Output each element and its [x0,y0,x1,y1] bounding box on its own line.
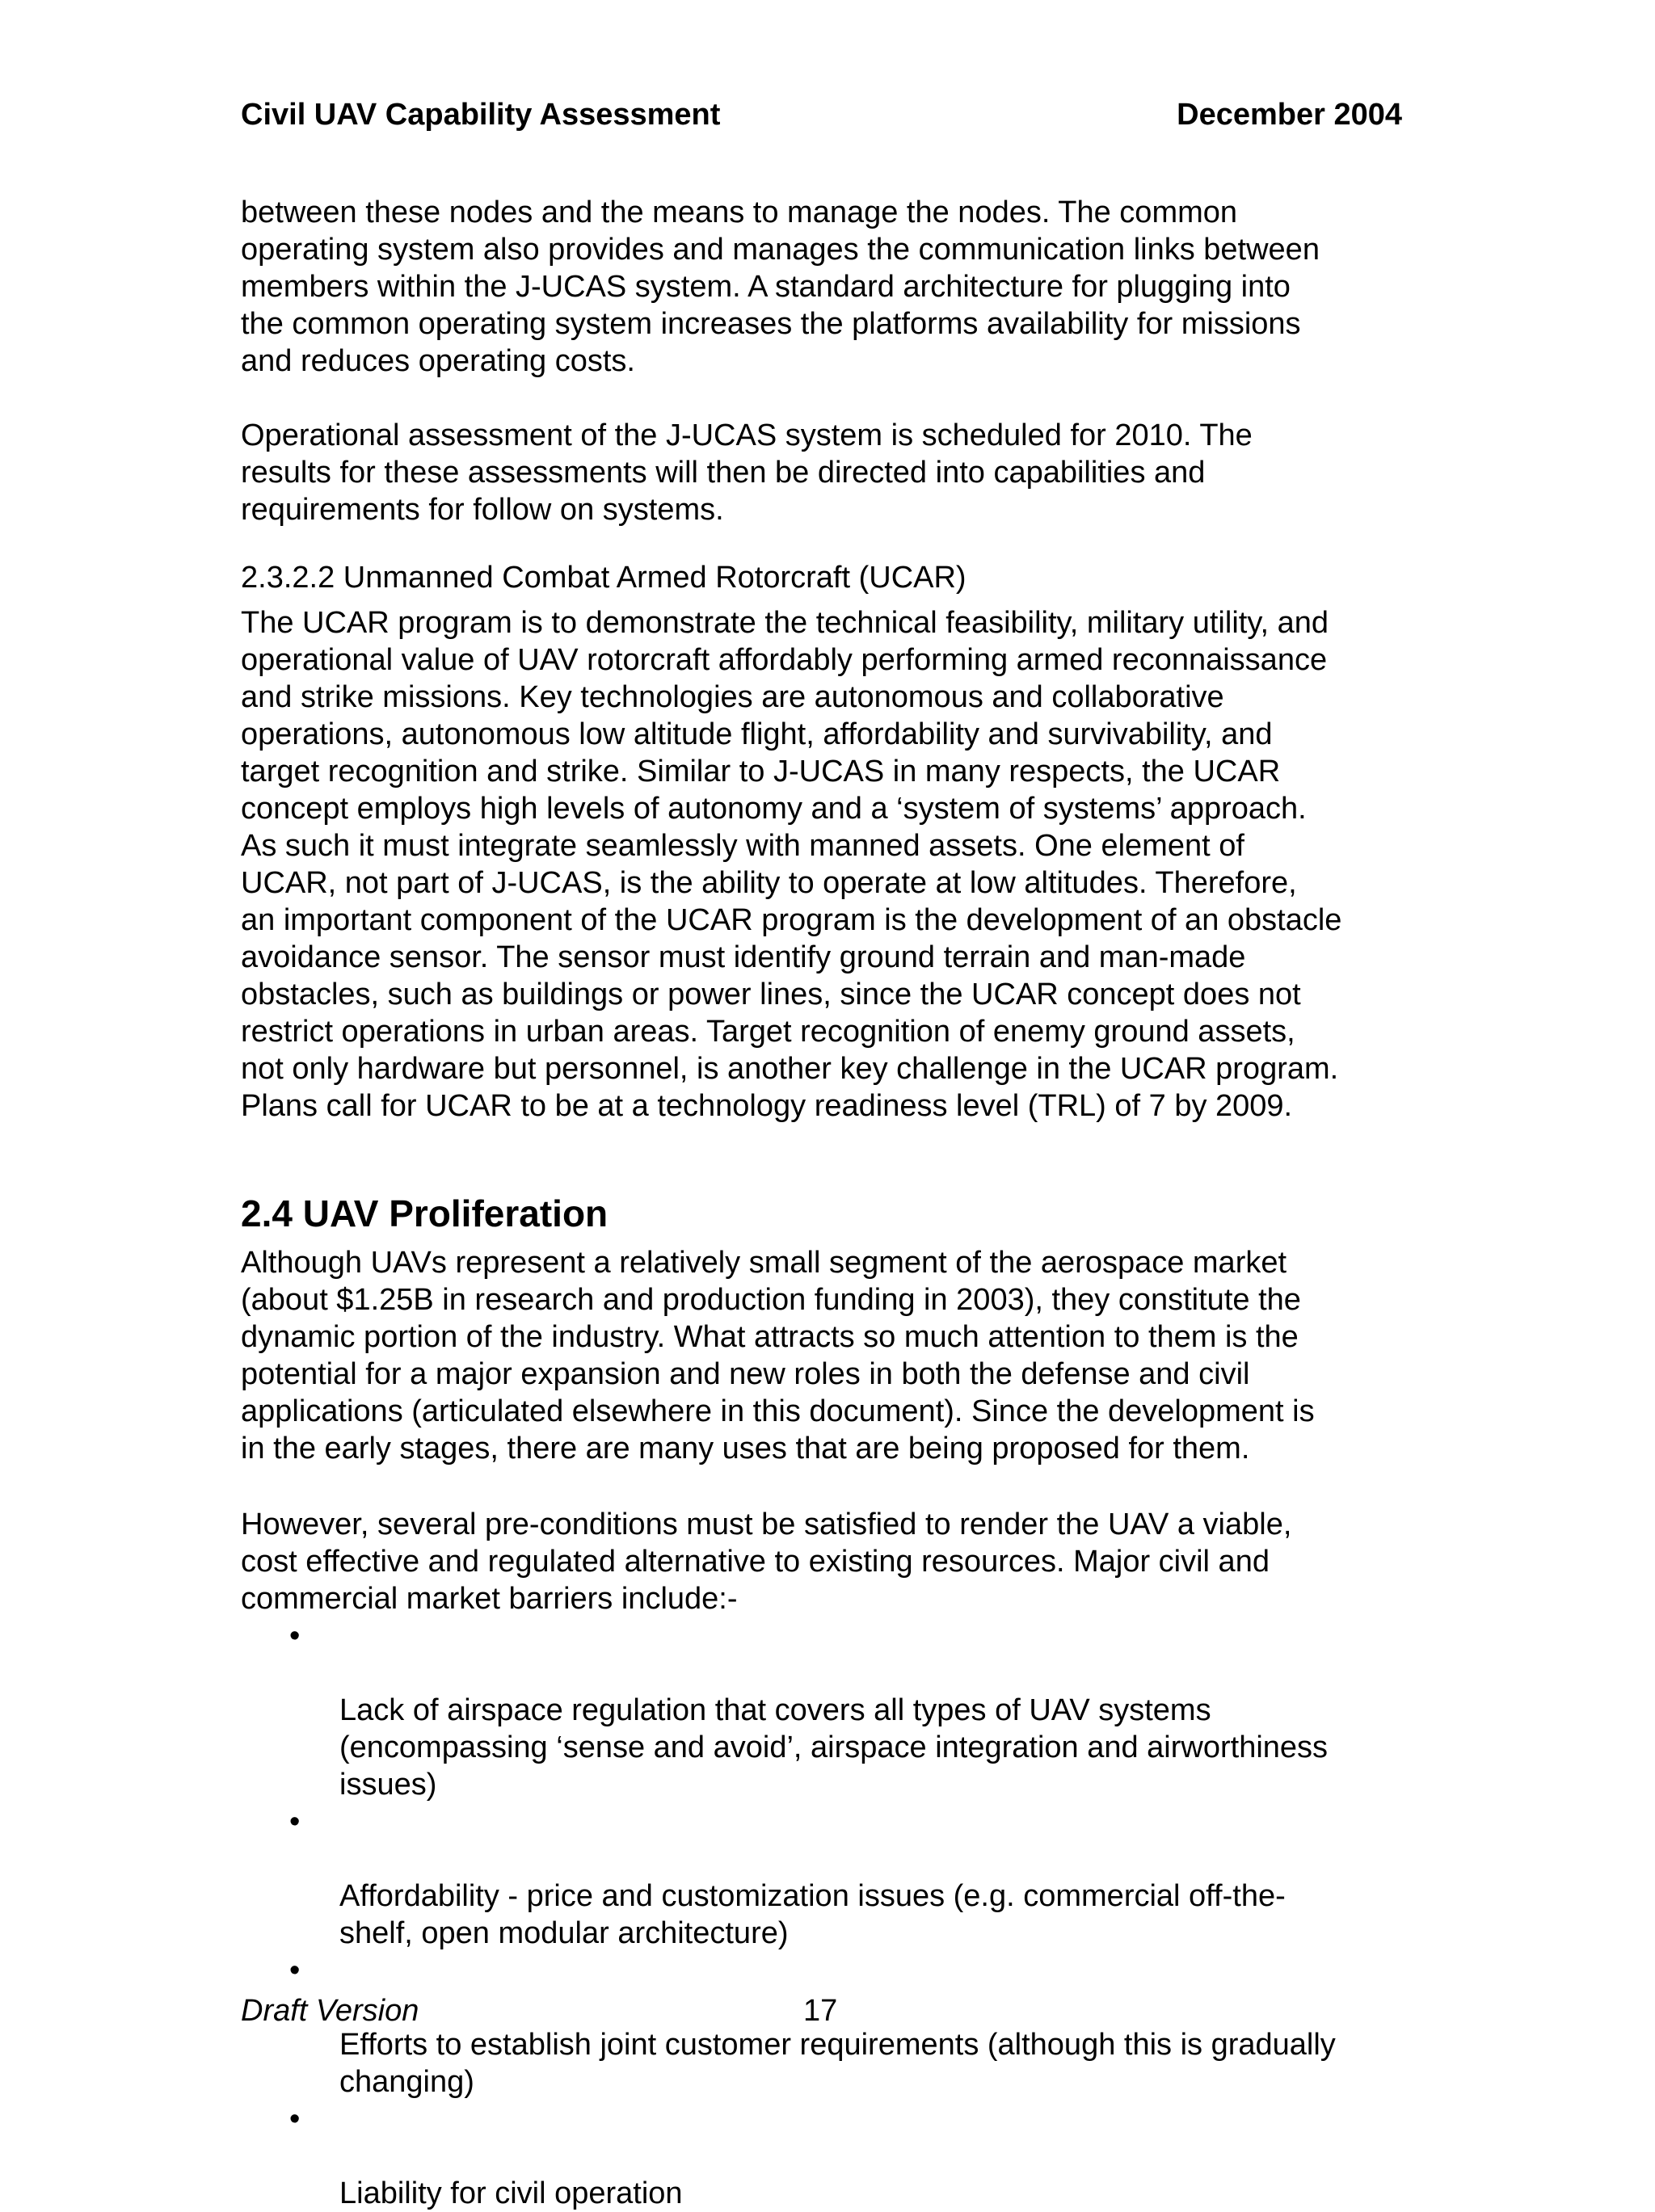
footer-version: Draft Version [241,1994,419,2028]
paragraph-preconditions: However, several pre-conditions must be satisfied to render the UAV a viable, cost effective and regulated alternative to existing resources. Major civil and commercial market barriers include:- [241,1508,1292,1616]
list-item-text: Affordability - price and customization issues (e.g. commercial off-the- shelf, open modular architecture) [339,1879,1286,1950]
paragraph-operational-assessment: Operational assessment of the J-UCAS system is scheduled for 2010. The results for these assessments will then be directed into capabilities and requirements for follow on systems. [241,418,1253,527]
header-title: Civil UAV Capability Assessment [241,98,721,132]
list-item-text: Liability for civil operation [339,2176,683,2210]
section-heading-uav-proliferation: 2.4 UAV Proliferation [241,1192,609,1234]
bullet-icon: • [289,1619,301,1653]
bullet-icon: • [289,2102,301,2136]
paragraph-uav-market: Although UAVs represent a relatively small segment of the aerospace market (about $1.25B in research and production funding in 2003), they constitute the dynamic portion of the industry. What attracts so much attention to them is the potential for a major expansion and new roles in both the defense and civil applications (articulated elsewhere in this document). Since the development is in the early stages, there are many uses that are being proposed for them. [241,1246,1315,1466]
list-item [241,2101,1429,2212]
bullet-icon: • [289,1805,301,1839]
paragraph-ucar-program: The UCAR program is to demonstrate the technical feasibility, military utility, and operational value of UAV rotorcraft affordably performing armed reconnaissance and strike missions. Key technologies are autonomous and collaborative operations, autonomous low altitude flight, affordability and survivability, and target recognition and strike. Similar to J-UCAS in many respects, the UCAR concept employs high levels of autonomy and a ‘system of systems’ approach. As such it must integrate seamlessly with manned assets. One element of UCAR, not part of J-UCAS, is the ability to operate at low altitudes. Therefore, an important component of the UCAR program is the development of an obstacle avoidance sensor. The sensor must identify ground terrain and man-made obstacles, such as buildings or power lines, since the UCAR concept does not restrict operations in urban areas. Target recognition of enemy ground assets, not only hardware but personnel, is another key challenge in the UCAR program. Plans call for UCAR to be at a technology readiness level (TRL) of 7 by 2009. [241,606,1342,1123]
header-date: December 2004 [1177,98,1402,132]
list-item-text: Efforts to establish joint customer requirements (although this is gradually changing) [339,2028,1336,2099]
page-header [241,95,1402,134]
list-item [241,1617,1429,1803]
bullet-icon: • [289,1953,301,1987]
subsection-heading-ucar: 2.3.2.2 Unmanned Combat Armed Rotorcraft (UCAR) [241,561,966,595]
list-item-text: Lack of airspace regulation that covers all types of UAV systems (encompassing ‘sense and avoid’, airspace integration and airworthiness issues) [339,1693,1329,1802]
market-barriers-list [241,1617,1429,2212]
list-item [241,1803,1429,1952]
page-number: 17 [803,1994,838,2028]
paragraph-common-operating-system: between these nodes and the means to manage the nodes. The common operating system also provides and manages the communication links between members within the J-UCAS system. A standard architecture for plugging into the common operating system increases the platforms availability for missions and reduces operating costs. [241,196,1320,378]
